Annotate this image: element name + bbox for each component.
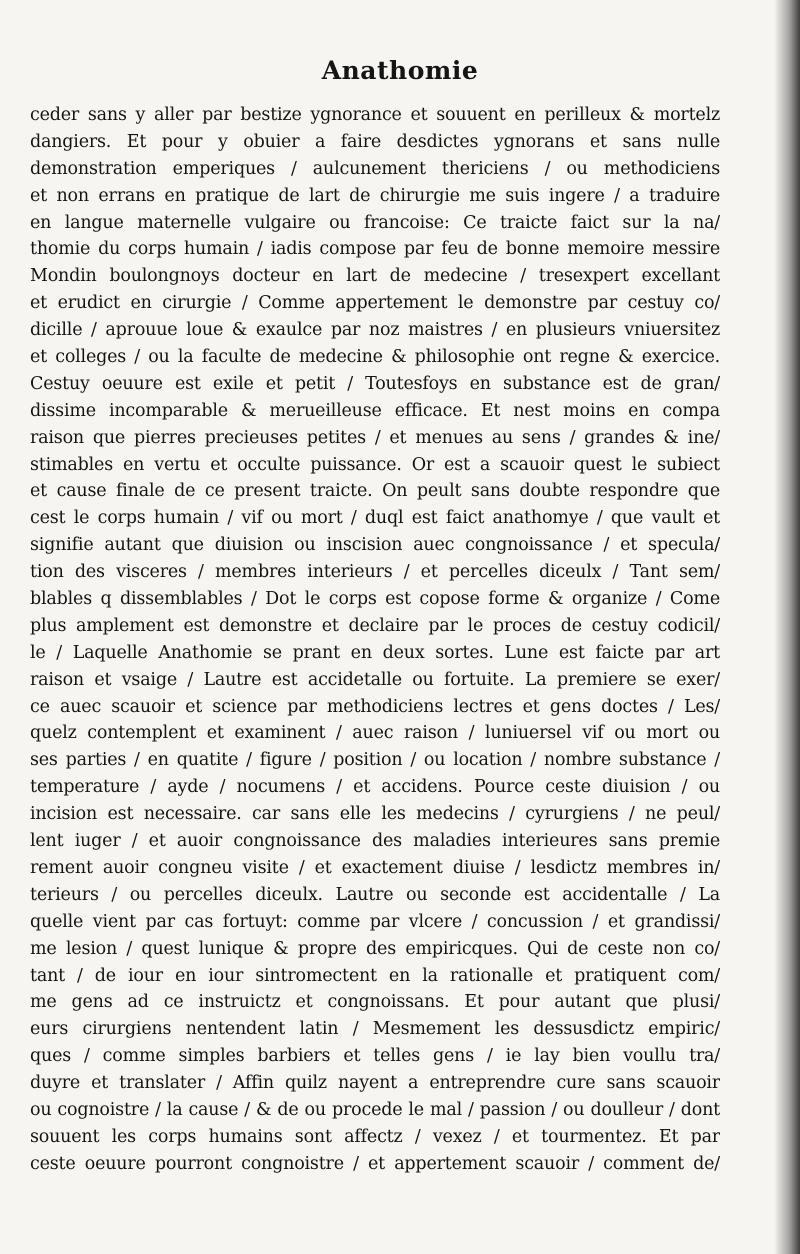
text-line: temperature / ayde / nocumens / et accidens. Pource ceste diuision / ou bbox=[30, 777, 720, 798]
text-line: et erudict en cirurgie / Comme appertement le demonstre par cestuy co/ bbox=[30, 293, 720, 314]
text-line: dangiers. Et pour y obuier a faire desdictes ygnorans et sans nulle bbox=[30, 131, 720, 152]
text-line: dissime incomparable & merueilleuse efficace. Et nest moins en compa bbox=[30, 400, 720, 421]
text-line: ce auec scauoir et science par methodiciens lectres et gens doctes / Les/ bbox=[30, 696, 720, 717]
text-line: raison que pierres precieuses petites / et menues au sens / grandes & ine/ bbox=[30, 427, 720, 448]
text-line: me lesion / quest lunique & propre des empiricques. Qui de ceste non co/ bbox=[30, 938, 720, 959]
text-line: en langue maternelle vulgaire ou francoise: Ce traicte faict sur la na/ bbox=[30, 212, 720, 233]
text-line: signifie autant que diuision ou inscision auec congnoissance / et specula/ bbox=[30, 535, 720, 556]
page-edge-shadow bbox=[774, 0, 800, 1254]
text-line: Cestuy oeuure est exile et petit / Toutesfoys en substance est de gran/ bbox=[30, 373, 720, 394]
text-line: plus amplement est demonstre et declaire par le proces de cestuy codicil/ bbox=[30, 615, 720, 636]
text-line: ceder sans y aller par bestize ygnorance et souuent en perilleux & mortelz bbox=[30, 105, 720, 125]
text-line: ses parties / en quatite / figure / position / ou location / nombre substance / bbox=[30, 750, 720, 771]
body-text bbox=[30, 102, 720, 1178]
text-line: dicille / aprouue loue & exaulce par noz maistres / en plusieurs vniuersitez bbox=[30, 320, 720, 341]
text-line: quelz contemplent et examinent / auec raison / luniuersel vif ou mort ou bbox=[30, 723, 720, 744]
text-line: ceste oeuure pourront congnoistre / et appertement scauoir / comment de/ bbox=[30, 1153, 720, 1174]
text-line: ques / comme simples barbiers et telles gens / ie lay bien voullu tra/ bbox=[30, 1046, 720, 1067]
text-line: tion des visceres / membres interieurs / et percelles diceulx / Tant sem/ bbox=[30, 562, 720, 583]
text-line: demonstration emperiques / aulcunement thericiens / ou methodiciens bbox=[30, 158, 720, 179]
text-line: rement auoir congneu visite / et exactement diuise / lesdictz membres in/ bbox=[30, 857, 720, 878]
text-line: thomie du corps humain / iadis compose par feu de bonne memoire messire bbox=[30, 239, 720, 260]
text-line: terieurs / ou percelles diceulx. Lautre ou seconde est accidentalle / La bbox=[30, 884, 720, 905]
text-line: eurs cirurgiens nentendent latin / Mesmement les dessusdictz empiric/ bbox=[30, 1019, 720, 1040]
running-header: Anathomie bbox=[321, 56, 479, 85]
text-line: et colleges / ou la faculte de medecine & philosophie ont regne & exercice. bbox=[30, 347, 720, 368]
text-line: me gens ad ce instruictz et congnoissans. Et pour autant que plusi/ bbox=[30, 992, 720, 1013]
text-line: ou cognoistre / la cause / & de ou procede le mal / passion / ou doulleur / dont bbox=[30, 1099, 720, 1120]
text-line: souuent les corps humains sont affectz / vexez / et tourmentez. Et par bbox=[30, 1126, 720, 1147]
text-line: lent iuger / et auoir congnoissance des maladies interieures sans premie bbox=[30, 831, 720, 852]
text-line: blables q dissemblables / Dot le corps est copose forme & organize / Come bbox=[30, 589, 720, 610]
text-line: stimables en vertu et occulte puissance. Or est a scauoir quest le subiect bbox=[30, 454, 720, 475]
text-line: le / Laquelle Anathomie se prant en deux sortes. Lune est faicte par art bbox=[30, 642, 720, 663]
text-line: tant / de iour en iour sintromectent en la rationalle et pratiquent com/ bbox=[30, 965, 720, 986]
text-line: quelle vient par cas fortuyt: comme par vlcere / concussion / et grandissi/ bbox=[30, 911, 720, 932]
text-line: et non errans en pratique de lart de chirurgie me suis ingere / a traduire bbox=[30, 185, 720, 206]
text-line: et cause finale de ce present traicte. On peult sans doubte respondre que bbox=[30, 481, 720, 502]
text-line: raison et vsaige / Lautre est accidetalle ou fortuite. La premiere se exer/ bbox=[30, 669, 720, 690]
text-line: cest le corps humain / vif ou mort / duql est faict anathomye / que vault et bbox=[30, 508, 720, 529]
text-line: Mondin boulongnoys docteur en lart de medecine / tresexpert excellant bbox=[30, 266, 720, 287]
text-line: duyre et translater / Affin quilz nayent a entreprendre cure sans scauoir bbox=[30, 1073, 720, 1094]
text-line: incision est necessaire. car sans elle les medecins / cyrurgiens / ne peul/ bbox=[30, 804, 720, 825]
